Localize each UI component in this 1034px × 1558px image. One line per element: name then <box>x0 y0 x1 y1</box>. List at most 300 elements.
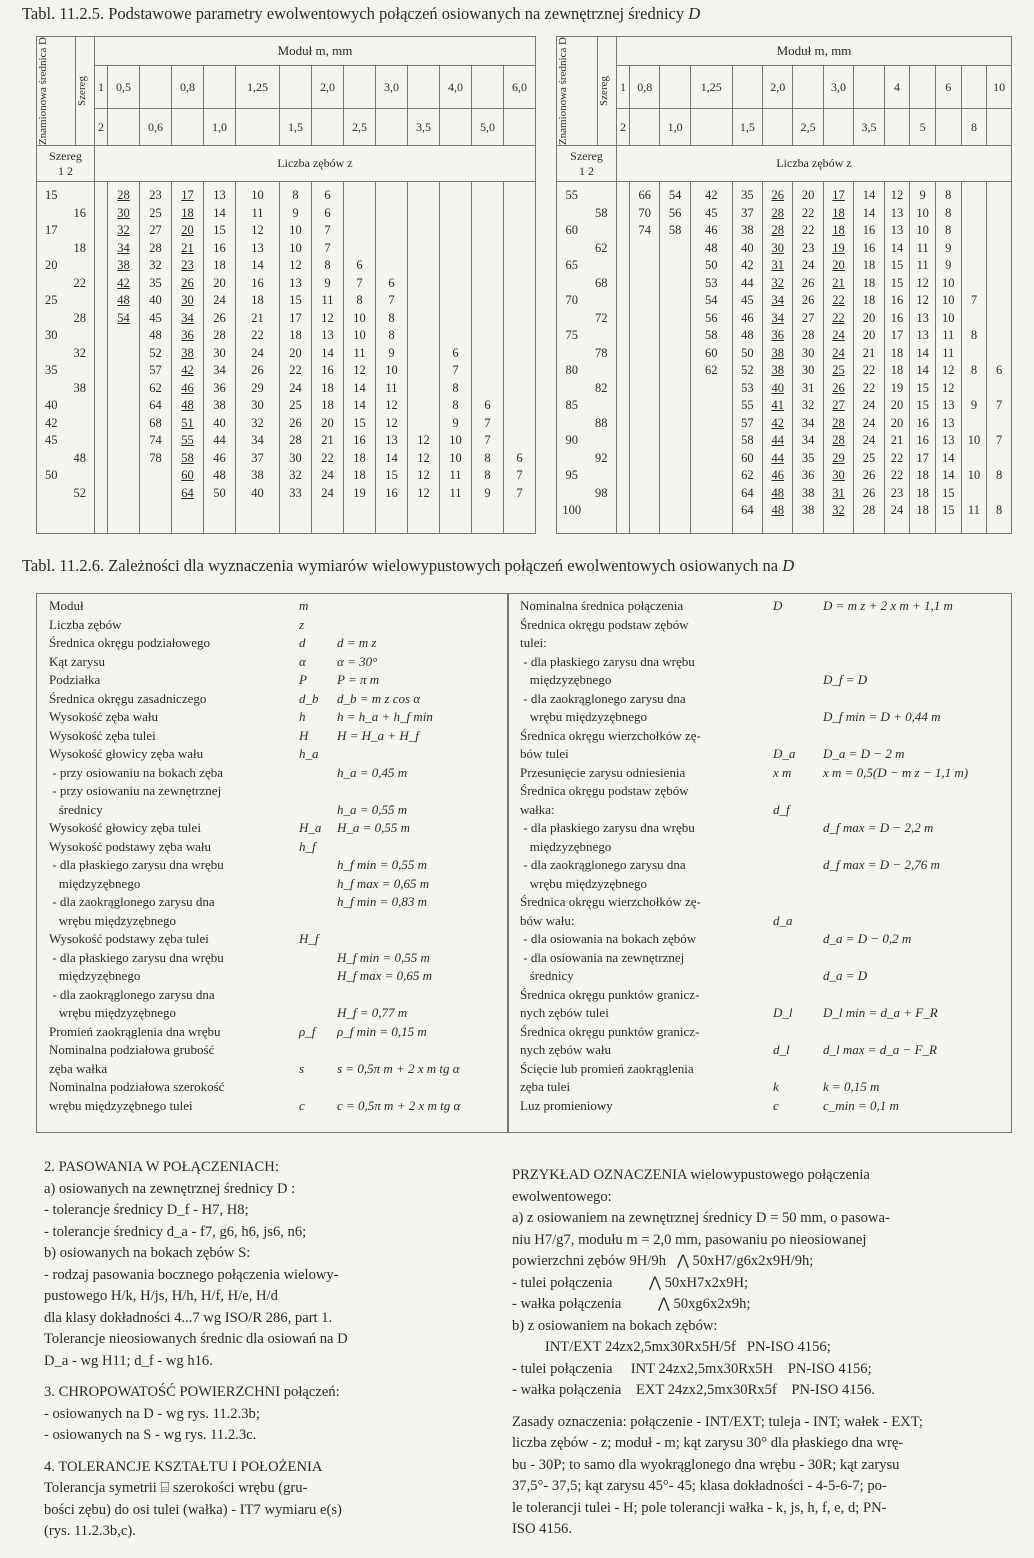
teeth-count: 13 <box>289 275 302 290</box>
teeth-count: 16 <box>321 363 334 378</box>
diameter-series-1 <box>37 276 66 294</box>
teeth-count: 28 <box>213 328 226 343</box>
quantity-formula: D_f = D <box>823 672 868 687</box>
teeth-count: 48 <box>181 398 194 413</box>
table2-left-formulas <box>337 598 507 1116</box>
teeth-count: 46 <box>213 450 226 465</box>
teeth-count: 16 <box>251 275 264 290</box>
quantity-formula: D_l min = d_a + F_R <box>823 1005 938 1020</box>
diameter-series-2: 72 <box>595 310 608 325</box>
diameter-series-1: 55 <box>565 188 578 203</box>
teeth-count: 21 <box>181 240 194 255</box>
teeth-count <box>408 293 439 311</box>
example-line: INT/EXT 24zx2,5mx30Rx5H/5f PN-ISO 4156; <box>512 1339 831 1355</box>
teeth-count: 7 <box>996 433 1003 448</box>
quantity-name: - dla płaskiego zarysu dna wrębu <box>49 857 224 872</box>
teeth-count: 7 <box>388 293 395 308</box>
teeth-count <box>108 468 139 486</box>
quantity-formula: d_a = D <box>823 968 868 983</box>
teeth-count: 45 <box>149 310 162 325</box>
quantity-formula <box>337 987 507 1006</box>
quantity-symbol: D_l <box>773 1005 793 1020</box>
teeth-count <box>504 363 535 381</box>
diameter-column <box>557 182 617 534</box>
teeth-count <box>472 293 503 311</box>
teeth-column <box>987 182 1012 534</box>
diameter-series-1 <box>557 381 587 399</box>
teeth-count: 18 <box>832 223 845 238</box>
teeth-count: 38 <box>771 345 784 360</box>
module-value <box>504 109 536 146</box>
teeth-count <box>504 398 535 416</box>
teeth-count: 18 <box>289 328 302 343</box>
quantity-formula <box>823 1061 1008 1080</box>
quantity-symbol: k <box>773 1079 779 1094</box>
example-line: le tolerancji tulei - H; pole tolerancji wałka - k, js, h, f, e, d; PN- <box>512 1499 887 1516</box>
diameter-series-1: 90 <box>565 433 578 448</box>
module-value: 1,25 <box>236 65 280 109</box>
teeth-count <box>660 328 689 346</box>
quantity-name: - dla zaokrąglonego zarysu dna <box>520 857 686 872</box>
example-line: PRZYKŁAD OZNACZENIA wielowypustowego połączenia <box>512 1167 870 1183</box>
series-spacer <box>95 182 108 534</box>
quantity-symbol <box>299 913 329 932</box>
quantity-symbol: d_a <box>773 912 793 928</box>
quantity-formula <box>823 950 1008 969</box>
teeth-count <box>660 433 689 451</box>
teeth-count: 18 <box>353 450 366 465</box>
quantity-formula: d_a = D − 0,2 m <box>823 931 912 946</box>
teeth-count: 46 <box>181 380 194 395</box>
notes-line: bości zębu) do osi tulei (wałka) - IT7 wymiaru e(s) <box>44 1501 342 1518</box>
teeth-count: 11 <box>449 468 462 483</box>
teeth-count: 14 <box>890 240 904 255</box>
teeth-count: 14 <box>385 450 398 465</box>
teeth-count-label: Liczba zębów z <box>776 156 852 171</box>
quantity-name: nych zębów tulei <box>520 1005 609 1020</box>
teeth-count: 6 <box>516 450 523 465</box>
quantity-formula <box>823 913 1008 932</box>
teeth-count: 10 <box>385 363 398 378</box>
quantity-symbol <box>299 987 329 1006</box>
module-value <box>732 65 762 109</box>
quantity-formula: x m = 0,5(D − m z − 1,1 m) <box>823 764 969 780</box>
teeth-count <box>472 223 503 241</box>
teeth-count: 8 <box>292 188 299 203</box>
teeth-count: 14 <box>213 205 226 220</box>
teeth-count: 32 <box>149 258 162 273</box>
diameter-series-2: 68 <box>595 275 608 290</box>
quantity-name: Średnica okręgu wierzchołków zę- <box>520 894 701 909</box>
teeth-count: 23 <box>181 258 194 273</box>
teeth-count <box>630 416 659 434</box>
quantity-formula <box>823 728 1008 747</box>
teeth-column <box>961 182 987 534</box>
module-value <box>793 65 823 109</box>
quantity-symbol <box>773 728 803 747</box>
series-label: Szereg <box>76 76 88 107</box>
teeth-count <box>987 188 1011 206</box>
teeth-count: 7 <box>324 223 331 238</box>
teeth-count: 34 <box>181 310 194 325</box>
quantity-formula: H_a = 0,55 m <box>337 820 411 835</box>
diameter-series-1 <box>37 311 66 329</box>
teeth-count: 20 <box>862 328 876 343</box>
teeth-count: 30 <box>251 398 264 413</box>
quantity-formula: D = m z + 2 x m + 1,1 m <box>823 598 953 613</box>
teeth-count: 48 <box>213 468 226 483</box>
diameter-series-1: 65 <box>565 258 578 273</box>
teeth-count <box>962 381 987 399</box>
table1-caption-text: Tabl. 11.2.5. Podstawowe parametry ewolwentowych połączeń osiowanych na zewnętrznej średnicy <box>22 4 685 23</box>
teeth-count: 14 <box>251 258 264 273</box>
teeth-count: 50 <box>704 258 718 273</box>
teeth-count: 18 <box>862 293 876 308</box>
quantity-name: tulei: <box>520 635 547 650</box>
teeth-count: 9 <box>945 240 952 255</box>
quantity-formula: h = h_a + h_f min <box>337 709 433 724</box>
notes-line: Tolerancja symetrii ⌸ szerokości wrębu (gru- <box>44 1480 308 1496</box>
module-value: 3,0 <box>376 65 408 109</box>
teeth-count <box>472 276 503 294</box>
teeth-count: 7 <box>452 363 459 378</box>
teeth-count: 34 <box>117 240 130 255</box>
teeth-count: 17 <box>890 328 904 343</box>
quantity-name: Nominalna podziałowa szerokość <box>49 1079 225 1094</box>
teeth-count <box>962 241 987 259</box>
module-value: 5,0 <box>472 109 504 146</box>
teeth-count <box>630 328 659 346</box>
teeth-count: 14 <box>353 380 366 395</box>
teeth-count: 26 <box>801 293 815 308</box>
module-value: 0,8 <box>172 65 204 109</box>
teeth-count: 24 <box>213 293 226 308</box>
teeth-count: 74 <box>638 223 651 238</box>
teeth-count <box>408 311 439 329</box>
notes-line: - osiowanych na S - wg rys. 11.2.3c. <box>44 1427 257 1443</box>
quantity-name: - dla płaskiego zarysu dna wrębu <box>49 949 224 965</box>
diameter-series-1: 75 <box>565 328 578 343</box>
teeth-count <box>630 468 659 486</box>
teeth-count <box>440 223 471 241</box>
quantity-name: Podziałka <box>49 672 101 687</box>
notes-line: 4. TOLERANCJE KSZTAŁTU I POŁOŻENIA <box>44 1458 323 1475</box>
module-value <box>280 65 312 109</box>
diameter-series-2 <box>66 328 95 346</box>
quantity-name: Moduł <box>49 598 84 613</box>
quantity-symbol <box>773 950 803 969</box>
series-2-cell: 2 <box>617 109 630 146</box>
teeth-count <box>987 486 1011 504</box>
teeth-count: 9 <box>945 258 952 273</box>
diameter-series-2 <box>587 258 617 276</box>
teeth-count: 14 <box>916 345 929 360</box>
module-value <box>660 65 690 109</box>
notes-line: dla klasy dokładności 4...7 wg ISO/R 286, part 1. <box>44 1309 333 1326</box>
quantity-name: Wysokość zęba wału <box>49 709 158 724</box>
quantity-formula <box>823 617 1008 636</box>
teeth-count: 29 <box>251 380 264 395</box>
quantity-formula: d_b = m z cos α <box>337 690 421 706</box>
teeth-count: 12 <box>321 310 334 325</box>
quantity-name: Średnica okręgu zasadniczego <box>49 690 207 706</box>
teeth-column <box>732 182 762 534</box>
teeth-count: 48 <box>771 503 784 518</box>
teeth-count <box>472 258 503 276</box>
teeth-count: 24 <box>251 345 264 360</box>
quantity-symbol: H_a <box>299 820 322 835</box>
teeth-count: 28 <box>117 188 130 203</box>
teeth-count: 64 <box>149 398 162 413</box>
series-label: Szereg <box>598 76 610 107</box>
diameter-series-2: 78 <box>595 345 608 360</box>
notes-line: D_a - wg H11; d_f - wg h16. <box>44 1352 213 1369</box>
diameter-series-2: 48 <box>73 450 86 465</box>
module-value: 1,0 <box>660 109 690 146</box>
diameter-series-1 <box>37 451 66 469</box>
quantity-symbol <box>773 654 803 673</box>
quantity-name: międzyzębnego <box>520 838 612 854</box>
example-line: Zasady oznaczenia: połączenie - INT/EXT; tuleja - INT; wałek - EXT; <box>512 1413 923 1430</box>
diameter-series-2 <box>66 293 95 311</box>
quantity-symbol: m <box>299 598 309 613</box>
module-value: 0,8 <box>630 65 660 109</box>
teeth-count <box>504 206 535 224</box>
quantity-symbol: h <box>299 709 306 724</box>
quantity-symbol: d_l <box>773 1042 790 1057</box>
diameter-series-1: 20 <box>45 258 58 273</box>
module-value: 5 <box>910 109 936 146</box>
teeth-count: 12 <box>417 468 430 483</box>
teeth-count: 6 <box>324 205 331 220</box>
teeth-count: 15 <box>289 293 302 308</box>
module-value: 3,0 <box>823 65 853 109</box>
teeth-count <box>987 223 1011 241</box>
teeth-count: 52 <box>741 363 754 378</box>
teeth-count <box>987 311 1011 329</box>
teeth-count: 12 <box>289 258 302 273</box>
teeth-count: 25 <box>862 450 876 465</box>
teeth-count: 8 <box>970 363 978 378</box>
quantity-name: Średnica okręgu podstaw zębów <box>520 616 689 632</box>
quantity-formula: s = 0,5π m + 2 x m tg α <box>337 1060 460 1076</box>
table2-left-symbols <box>299 598 329 1116</box>
teeth-count: 7 <box>484 433 491 448</box>
diameter-series-1: 17 <box>45 223 58 238</box>
teeth-count <box>691 433 732 451</box>
module-value <box>690 109 732 146</box>
teeth-count: 7 <box>324 240 331 255</box>
diameter-series-2: 16 <box>73 205 86 220</box>
teeth-column <box>793 182 823 534</box>
example-line: powierzchni zębów 9H/9h ⋀ 50xH7/g6x2x9H/9h; <box>512 1253 814 1269</box>
teeth-count: 13 <box>942 415 955 430</box>
teeth-count <box>344 206 375 224</box>
teeth-count <box>660 258 689 276</box>
diameter-series-2: 52 <box>73 485 86 500</box>
quantity-name: międzyzębnego <box>49 875 141 891</box>
diameter-series-2: 92 <box>595 450 608 465</box>
quantity-symbol: z <box>299 616 305 632</box>
module-label: Moduł m, mm <box>277 42 353 58</box>
teeth-count: 13 <box>385 433 398 448</box>
teeth-count <box>408 276 439 294</box>
teeth-count: 40 <box>213 415 226 430</box>
teeth-count <box>408 241 439 259</box>
quantity-symbol <box>299 1005 329 1024</box>
teeth-count: 8 <box>324 258 331 273</box>
quantity-symbol <box>773 709 803 728</box>
teeth-count: 34 <box>801 415 815 430</box>
diameter-series-1 <box>557 346 587 364</box>
teeth-count: 18 <box>213 258 226 273</box>
diameter-series-1 <box>557 486 587 504</box>
module-label: Moduł m, mm <box>776 42 852 58</box>
teeth-count <box>691 416 732 434</box>
teeth-count: 6 <box>452 345 459 360</box>
quantity-formula: H_f = 0,77 m <box>337 1005 408 1020</box>
series-1-cell: 1 <box>95 65 108 109</box>
teeth-count: 11 <box>916 240 929 255</box>
teeth-column <box>910 182 936 534</box>
module-value <box>204 65 236 109</box>
teeth-count <box>660 276 689 294</box>
teeth-count: 22 <box>832 310 845 325</box>
quantity-symbol: d_f <box>773 801 790 817</box>
teeth-count <box>660 451 689 469</box>
diameter-series-2: 82 <box>595 380 608 395</box>
teeth-count: 8 <box>945 188 952 203</box>
teeth-count <box>962 311 987 329</box>
diameter-series-2: 88 <box>595 415 608 430</box>
notes-line: - rodzaj pasowania bocznego połączenia wielowy- <box>44 1266 339 1283</box>
teeth-column <box>108 182 140 534</box>
teeth-count: 31 <box>801 380 815 395</box>
teeth-count: 8 <box>484 450 491 465</box>
diameter-series-1: 95 <box>565 468 578 483</box>
module-value <box>172 109 204 146</box>
teeth-count <box>408 346 439 364</box>
module-value <box>472 65 504 109</box>
teeth-count: 16 <box>890 293 904 308</box>
example-line: 37,5°- 37,5; kąt zarysu 45°- 45; klasa dokładności - 4-5-6-7; po- <box>512 1478 887 1494</box>
teeth-count: 8 <box>996 503 1003 518</box>
module-value: 2,5 <box>344 109 376 146</box>
teeth-count <box>630 311 659 329</box>
quantity-formula <box>337 746 507 765</box>
teeth-column <box>312 182 344 534</box>
teeth-count: 58 <box>181 450 194 465</box>
teeth-count: 34 <box>801 433 815 448</box>
quantity-symbol: h_f <box>299 838 316 854</box>
teeth-count <box>962 223 987 241</box>
diameter-series-2 <box>587 328 617 346</box>
teeth-count <box>376 206 407 224</box>
quantity-symbol: D_a <box>773 746 796 761</box>
teeth-count <box>691 503 732 521</box>
teeth-count: 44 <box>741 275 754 290</box>
section-notes-left <box>44 1157 484 1543</box>
teeth-count: 6 <box>388 275 395 290</box>
diameter-series-1: 70 <box>565 293 578 308</box>
teeth-count: 56 <box>704 310 718 325</box>
teeth-count: 16 <box>916 433 929 448</box>
teeth-count: 8 <box>388 310 395 325</box>
quantity-symbol: H <box>299 727 309 743</box>
teeth-count: 19 <box>353 485 366 500</box>
diameter-series-1: 35 <box>45 363 58 378</box>
diameter-series-2: 18 <box>73 240 86 255</box>
table2-right-names <box>520 598 765 1116</box>
teeth-count: 26 <box>181 275 194 290</box>
teeth-count <box>108 398 139 416</box>
table2-right-formulas <box>823 598 1008 1116</box>
teeth-count: 57 <box>741 415 754 430</box>
quantity-symbol <box>773 820 803 839</box>
quantity-symbol: d <box>299 635 306 650</box>
quantity-symbol: c <box>773 1097 779 1113</box>
teeth-count: 20 <box>890 415 904 430</box>
teeth-count <box>504 328 535 346</box>
teeth-count: 30 <box>117 205 130 220</box>
teeth-count: 16 <box>916 415 929 430</box>
teeth-count: 20 <box>890 398 904 413</box>
teeth-count: 19 <box>890 380 904 395</box>
quantity-name: zęba tulei <box>520 1079 571 1094</box>
teeth-count: 41 <box>771 398 784 413</box>
teeth-count: 9 <box>292 205 299 220</box>
teeth-count: 48 <box>771 485 784 500</box>
quantity-formula: D_f min = D + 0,44 m <box>823 709 941 724</box>
quantity-symbol: h_a <box>299 746 319 761</box>
example-line: bu - 30P; to samo dla wyokrąglonego dna wrębu - 30R; kąt zarysu <box>512 1456 900 1473</box>
teeth-count: 20 <box>181 223 194 238</box>
teeth-count: 22 <box>801 223 815 238</box>
teeth-count <box>691 468 732 486</box>
teeth-count <box>987 293 1011 311</box>
teeth-count: 22 <box>832 293 845 308</box>
teeth-count <box>472 346 503 364</box>
quantity-symbol: d_b <box>299 690 319 706</box>
teeth-count: 25 <box>832 363 845 378</box>
quantity-name: Średnica okręgu podziałowego <box>49 635 211 650</box>
teeth-count: 11 <box>449 485 462 500</box>
teeth-column <box>660 182 690 534</box>
teeth-count <box>660 486 689 504</box>
teeth-count <box>440 276 471 294</box>
diameter-series-1 <box>557 451 587 469</box>
quantity-name: Nominalna podziałowa grubość <box>49 1042 215 1057</box>
quantity-name: średnicy <box>49 801 103 817</box>
quantity-symbol: ρ_f <box>299 1023 316 1039</box>
teeth-count: 7 <box>356 275 363 290</box>
teeth-count <box>108 346 139 364</box>
quantity-symbol <box>773 672 803 691</box>
module-value: 0,5 <box>108 65 140 109</box>
teeth-count: 12 <box>942 380 955 395</box>
teeth-count: 18 <box>862 275 876 290</box>
teeth-count: 9 <box>324 275 331 290</box>
teeth-column <box>763 182 793 534</box>
teeth-count: 10 <box>916 223 929 238</box>
teeth-count: 13 <box>251 240 264 255</box>
teeth-count <box>440 241 471 259</box>
module-value: 10 <box>987 65 1012 109</box>
diameter-series-1: 45 <box>45 433 58 448</box>
teeth-count: 22 <box>862 363 876 378</box>
teeth-count: 26 <box>862 468 876 483</box>
teeth-count: 20 <box>832 258 845 273</box>
